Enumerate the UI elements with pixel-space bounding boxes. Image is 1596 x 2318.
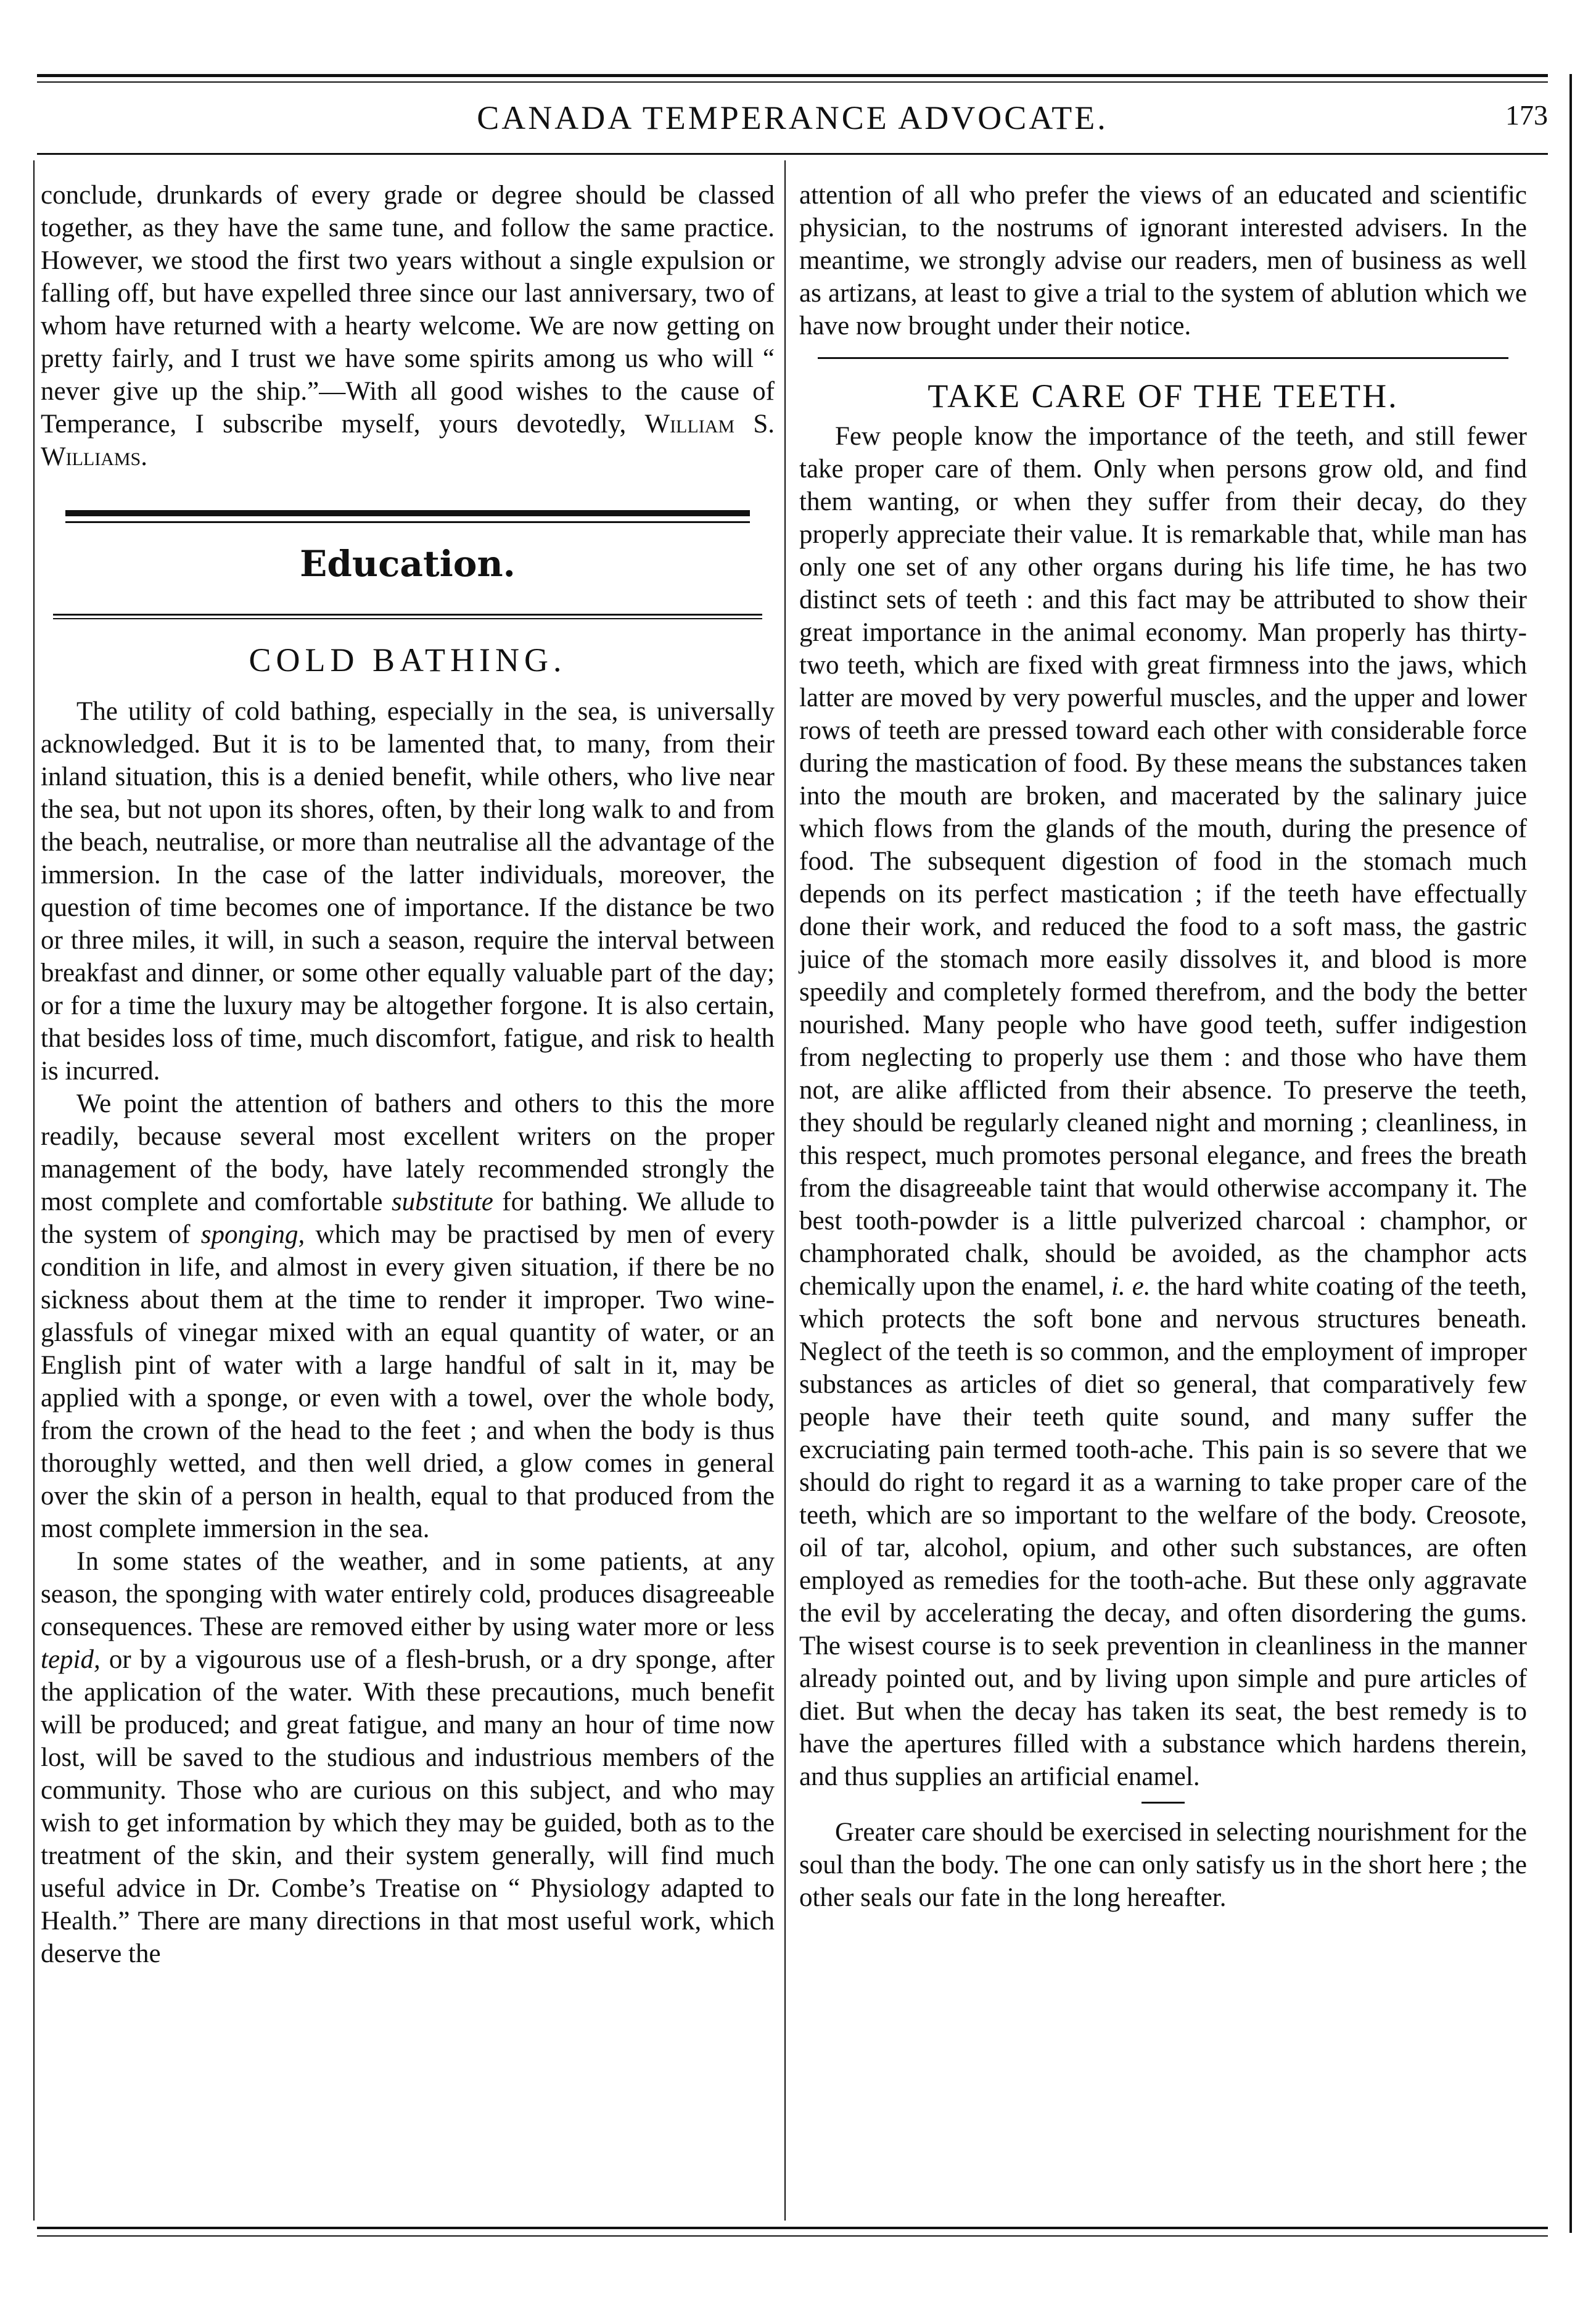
header-rule (37, 153, 1548, 155)
letter-signature: William S. Williams. (41, 410, 775, 471)
article-separator-rule (818, 357, 1508, 359)
left-column (41, 179, 775, 1970)
paragraph-2-text-b: for bathing. We allude to the system of (41, 1187, 775, 1249)
teeth-text-a: Few people know the importance of the teeth, and still fewer take proper care of them. Only when persons grow old, and find them wanting, or when they suffer from their decay, do they properly appreciate their value. It is remarkable that, while man has only one set of any other organs during his life time, he has two distinct sets of teeth : and this fact may be attributed to show their great importance in the animal economy. Man properly has thirty-two teeth, which are fixed with great firmness into the jaws, which latter are moved by very powerful muscles, and the upper and lower rows of teeth are pressed toward each other with considerable force during the mastication of food. By these means the substances taken into the mouth are broken, and macerated by the salinary juice which flows from the glands of the mouth, during the presence of food. The subsequent digestion of food in the stomach much depends on its perfect mastication ; if the teeth have effectually done their work, and reduced the food to a soft mass, the gastric juice of the stomach more easily dissolves it, and blood is more speedily and completely formed therefrom, and the body the better nourished. Many people who have good teeth, suffer indigestion from neglecting to properly use them : and those who have them not, are alike afflicted from their absence. To preserve the teeth, they should be regularly cleaned night and morning ; cleanliness, in this respect, much promotes personal elegance, and frees the breath from the disagreeable taint that would otherwise accompany it. The best tooth-powder is a little pulverized charcoal : champhor, or champhorated chalk, should be avoided, as the champhor acts chemically upon the enamel, (799, 422, 1527, 1301)
publication-title: CANADA TEMPERANCE ADVOCATE. (477, 99, 1108, 136)
column-divider (784, 160, 786, 2221)
section-title: Education. (300, 543, 516, 585)
top-rule-thin (37, 81, 1548, 83)
closing-paragraph: Greater care should be exercised in selecting nourishment for the soul than the body. The one can only satisfy us in the short here ; the other seals our fate in the long hereafter. (799, 1818, 1527, 1912)
section-separator-thick (65, 510, 750, 516)
top-rule-thick (37, 74, 1548, 77)
emphasis-tepid: tepid, (41, 1645, 101, 1674)
cold-bathing-paragraph-3 (41, 1545, 775, 1970)
right-frame-rule (1569, 74, 1572, 2233)
teeth-text-b: the hard white coating of the teeth, which protects the soft bone and nervous structures beneath. Neglect of the teeth is so common, and the employment of improper substances as articles of diet so general, that comparatively few people have their teeth quite sound, and many suffer the excruciating pain termed tooth-ache. This pain is so severe that we should do right to regard it as a warning to take proper care of the teeth, which are so important to the welfare of the body. Creosote, oil of tar, alcohol, opium, and other such substances, are often employed as remedies for the tooth-ache. But these only aggravate the evil by accelerating the decay, and often disordering the gums. The wisest course is to seek prevention in cleanliness in the manner already pointed out, and by living upon simple and pure articles of diet. But when the decay has taken its seat, the best remedy is to have the apertures filled with a substance which hardens therein, and thus supplies an artificial enamel. (799, 1272, 1528, 1791)
cold-bathing-continuation: attention of all who prefer the views of an educated and scientific physician, to the nostrums of ignorant interested advisers. In the meantime, we strongly advise our readers, men of business as well as artizans, at least to give a trial to the system of ablution which we have now brought under their notice. (799, 181, 1527, 340)
letter-continuation (41, 179, 775, 473)
article-title-teeth: TAKE CARE OF THE TEETH. (928, 377, 1399, 415)
emphasis-substitute: substitute (391, 1187, 493, 1216)
left-margin-rule (33, 160, 35, 2221)
letter-text: conclude, drunkards of every grade or degree should be classed together, as they have the same tune, and follow the same practice. However, we stood the first two years without a single expulsion or falling off, but have expelled three since our last anniversary, two of whom have returned with a hearty welcome. We are now getting on pretty fairly, and I trust we have some spirits among us who will “ never give up the ship.”—With all good wishes to the cause of Temperance, I subscribe myself, yours devotedly, (41, 181, 775, 439)
page-header (37, 99, 1548, 148)
emphasis-ie: i. e. (1111, 1272, 1151, 1301)
article-title-cold-bathing: COLD BATHING. (249, 641, 567, 678)
short-dash-separator (1141, 1802, 1185, 1804)
paragraph-2-text-a: We point the attention of bathers and others to this the more readily, because several most excellent writers on the proper management of the body, have lately recommended strongly the most complete and comfortable (41, 1089, 775, 1216)
teeth-paragraph-1 (799, 420, 1527, 1793)
section-separator-thin (65, 521, 750, 523)
bottom-rule-thick (37, 2227, 1548, 2229)
bottom-rule-thin (37, 2235, 1548, 2237)
page-number: 173 (1505, 99, 1548, 131)
paragraph-2-text-c: which may be practised by men of every condition in life, and almost in every given situation, if there be no sickness about them at the time to render it improper. Two wine-glassfuls of vinegar mixed with an equal quantity of water, or an English pint of water with a large handful of salt in it, may be applied with a sponge, or even with a towel, over the whole body, from the crown of the head to the feet ; and when the body is thus thoroughly wetted, and then well dried, a glow comes in general over the skin of a person in health, equal to that produced from the most complete immersion in the sea. (41, 1220, 775, 1543)
right-column (799, 179, 1527, 1914)
section-title-rule (53, 614, 762, 616)
paragraph-3-text-b: or by a vigourous use of a flesh-brush, or a dry sponge, after the application of the water. With these precautions, much benefit will be produced; and great fatigue, and many an hour of time now lost, will be saved to the studious and industrious members of the community. Those who are curious on this subject, and who may wish to get information by which they may be guided, both as to the treatment of the skin, and their system generally, will find much useful advice in Dr. Combe’s Treatise on “ Physiology adapted to Health.” There are many directions in that most useful work, which deserve the (41, 1645, 775, 1968)
cold-bathing-paragraph-1: The utility of cold bathing, especially in the sea, is universally acknowledged. But it is to be lamented that, to many, from their inland situation, this is a denied benefit, while others, who live near the sea, but not upon its shores, often, by their long walk to and from the beach, neutralise, or more than neutralise all the advantage of the immersion. In the case of the latter individuals, moreover, the question of time becomes one of importance. If the distance be two or three miles, it will, in such a season, require the interval between breakfast and dinner, or some other equally valuable part of the day; or for a time the luxury may be altogether forgone. It is also certain, that besides loss of time, much discomfort, fatigue, and risk to health is incurred. (41, 697, 775, 1086)
section-title-rule-thin (53, 618, 762, 619)
paragraph-3-text-a: In some states of the weather, and in some patients, at any season, the sponging with water entirely cold, produces disagreeable consequences. These are removed either by using water more or less (41, 1547, 775, 1641)
emphasis-sponging: sponging, (200, 1220, 305, 1249)
cold-bathing-paragraph-2 (41, 1087, 775, 1545)
